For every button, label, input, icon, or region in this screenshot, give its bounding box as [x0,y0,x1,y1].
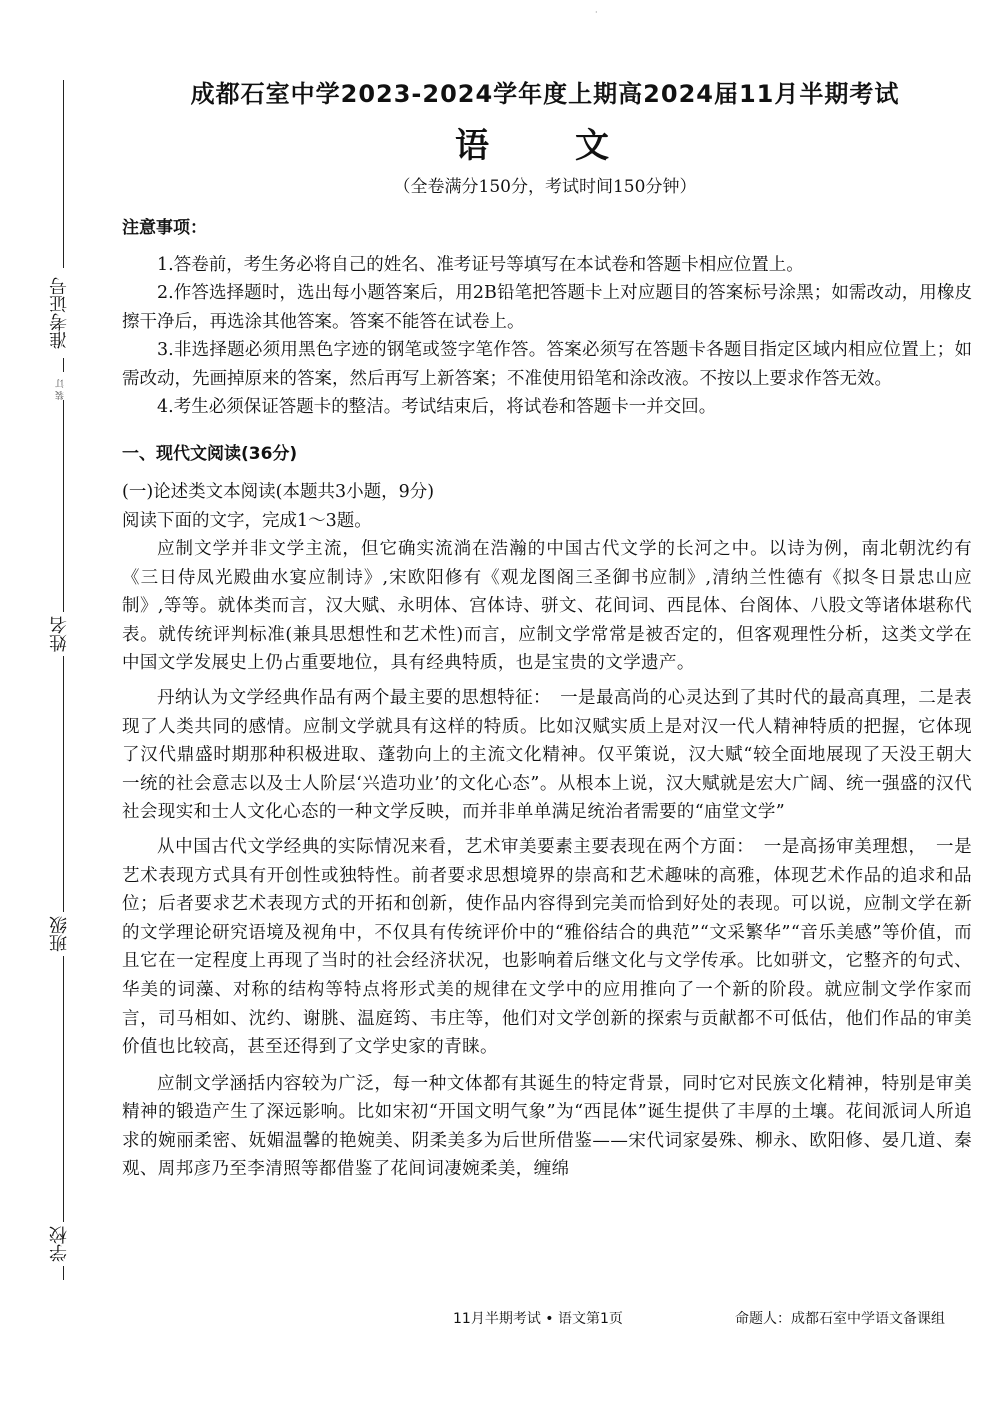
exam-subject: 语 文 [455,126,635,166]
reading-instruction: 阅读下面的文字，完成1～3题。 [122,510,372,531]
binding-line [63,80,64,1280]
name-label: 姓名 [50,612,72,656]
page-content [122,214,972,1184]
passage-paragraph: 丹纳认为文学经典作品有两个最主要的思想特征： 一是最高尚的心灵达到了其时代的最高真理，二是表现了人类共同的感情。应制文学就具有这样的特质。比如汉赋实质上是对汉一代人精神特质的把握，它体现了汉代鼎盛时期那种积极进取、蓬勃向上的主流文化精神。仅平策说，汉大赋“较全面地展现了天没王朝大一统的社会意志以及士人阶层‘兴造功业’的文化心态”。从根本上说，汉大赋就是宏大广阔、统一强盛的汉代社会现实和士人文化心态的一种文学反映，而并非单单满足统治者需要的“庙堂文学” [122,687,972,823]
notice-item: 2.作答选择题时，选出每小题答案后，用2B铅笔把答题卡上对应题目的答案标号涂黑；如需改动，用橡皮擦干净后，再选涂其他答案。答案不能答在试卷上。 [122,283,972,332]
author-footer: 命题人：成都石室中学语文备课组 [735,1311,945,1327]
class-label: 班级 [50,912,72,956]
notice-heading: 注意事项： [122,218,207,238]
top-dot: · [595,8,598,17]
exam-meta: （全卷满分150分，考试时间150分钟） [393,177,697,197]
notice-item: 4.考生必须保证答题卡的整洁。考试结束后，将试卷和答题卡一并交回。 [157,397,717,417]
passage-paragraph: 应制文学并非文学主流，但它确实流淌在浩瀚的中国古代文学的长河之中。以诗为例，南北朝沈约有《三日侍凤光殿曲水宴应制诗》,宋欧阳修有《观龙图阁三圣御书应制》,清纳兰性德有《拟冬日景忠山应制》,等等。就体类而言，汉大赋、永明体、宫体诗、骈文、花间词、西昆体、台阁体、八股文等诸体堪称代表。就传统评判标准(兼具思想性和艺术性)而言，应制文学常常是被否定的，但客观理性分析，这类文学在中国文学发展史上仍占重要地位，具有经典特质，也是宝贵的文学遗产。 [122,539,972,674]
page-footer: 11月半期考试 • 语文第1页 [453,1311,623,1327]
notice-item: 3.非选择题必须用黑色字迹的钢笔或签字笔作答。答案必须写在答题卡各题目指定区域内相应位置上；如需改动，先画掉原来的答案，然后再写上新答案；不准使用铅笔和涂改液。不按以上要求作答无效。 [122,340,972,389]
school-label: 学校 [50,1222,72,1266]
section-heading: 一、现代文阅读(36分) [122,443,298,464]
reading-passage [122,535,972,1184]
binding-mark: 装 订 [56,372,70,400]
passage-paragraph: 从中国古代文学经典的实际情况来看，艺术审美要素主要表现在两个方面： 一是高扬审美理想， 一是艺术表现方式具有开创性或独特性。前者要求思想境界的崇高和艺术趣味的高雅，体现艺术作品的追求和品位；后者要求艺术表现方式的开拓和创新，使作品内容得到完美而恰到好处的表现。可以说，应制文学在新的文学理论研究语境及视角中，不仅具有传统评价中的“雅俗结合的典范”“文采繁华”“音乐美感”等价值，而且它在一定程度上再现了当时的社会经济状况，也影响着后继文化与文学传承。比如骈文，它整齐的句式、华美的词藻、对称的结构等特点将形式美的规律在文学中的应用推向了一个新的阶段。就应制文学作家而言，司马相如、沈约、谢朓、温庭筠、韦庄等，他们对文学创新的探索与贡献都不可低估，他们作品的审美价值也比较高，甚至还得到了文学史家的青睐。 [122,836,972,1058]
sub-heading: (一)论述类文本阅读(本题共3小题，9分) [122,482,435,502]
passage-paragraph: 应制文学涵括内容较为广泛，每一种文体都有其诞生的特定背景，同时它对民族文化精神，特别是审美精神的锻造产生了深远影响。比如宋初“开国文明气象”为“西昆体”诞生提供了丰厚的土壤。花间派词人所追求的婉丽柔密、妩媚温馨的艳婉美、阴柔美多为后世所借鉴——宋代词家晏殊、柳永、欧阳修、晏几道、秦观、周邦彦乃至李清照等都借鉴了花间词凄婉柔美，缠绵 [122,1073,972,1180]
exam-title: 成都石室中学2023-2024学年度上期高2024届11月半期考试 [190,80,900,108]
id-number-label: 准考证号 [50,268,72,358]
notice-item: 1.答卷前，考生务必将自己的姓名、准考证号等填写在本试卷和答题卡相应位置上。 [157,254,804,275]
